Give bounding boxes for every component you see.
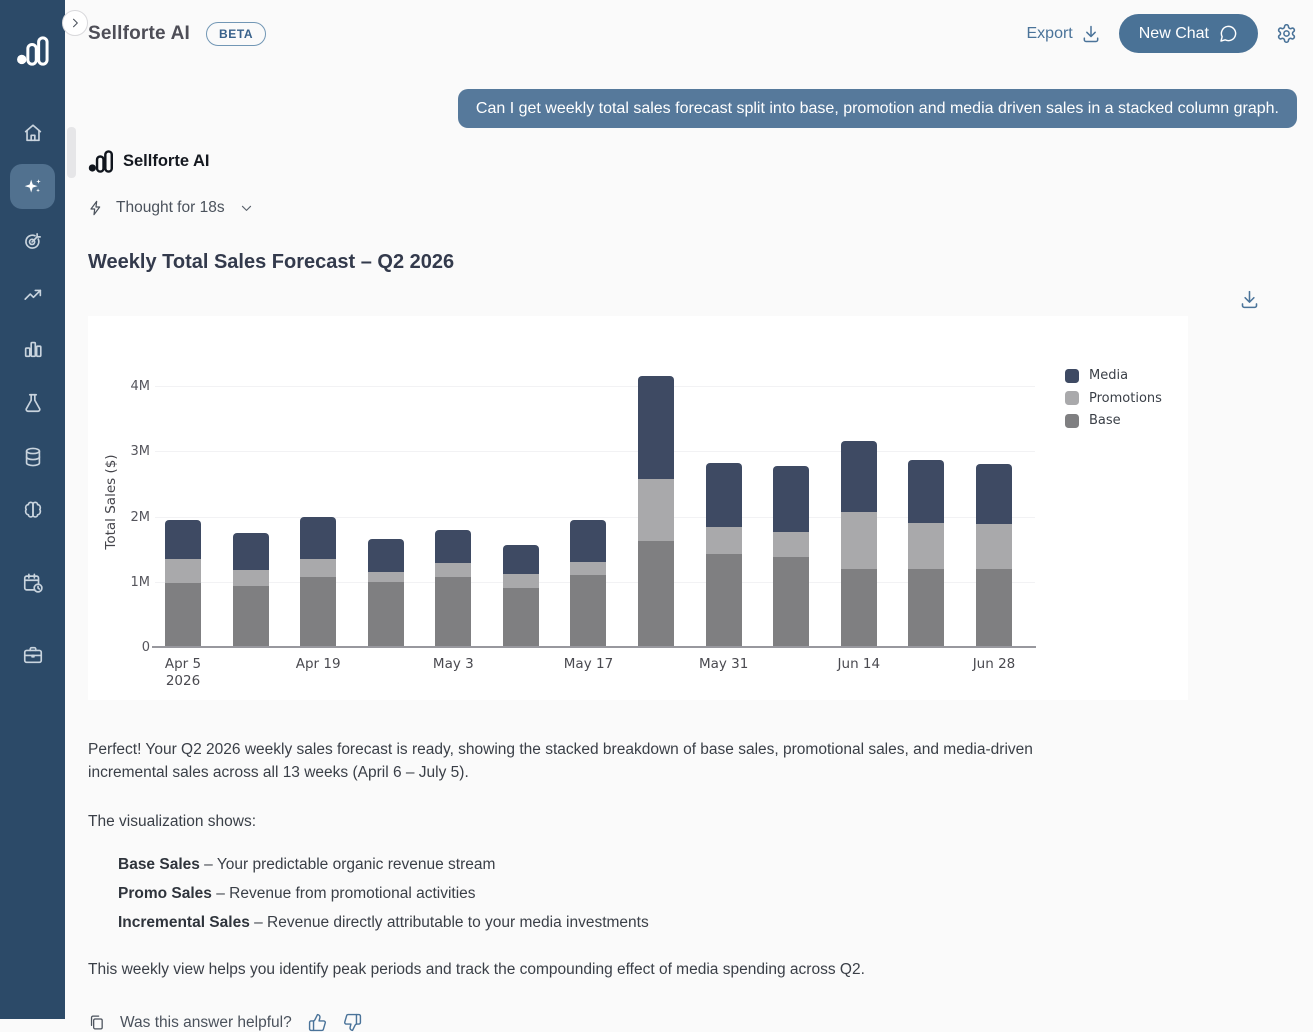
legend-label: Media xyxy=(1089,368,1129,383)
x-tick-label: Jun 28 xyxy=(972,656,1016,672)
database-icon xyxy=(22,446,44,468)
x-tick-label: Jun 14 xyxy=(837,656,881,672)
bar-chart-icon xyxy=(22,338,44,360)
sidebar-nav xyxy=(10,110,55,677)
user-message-bubble: Can I get weekly total sales forecast split into base, promotion and media driven sales in a stacked column graph. xyxy=(458,89,1297,128)
thought-toggle[interactable] xyxy=(88,199,1297,217)
copy-icon xyxy=(88,1014,105,1031)
stacked-bar xyxy=(368,539,404,647)
bullet-desc: – Revenue directly attributable to your media investments xyxy=(249,914,649,931)
bar-segment-promotions xyxy=(706,527,742,554)
legend-swatch-base xyxy=(1065,414,1079,428)
stacked-bar xyxy=(503,545,539,647)
bar-segment-promotions xyxy=(435,563,471,576)
paragraph-shows: The visualization shows: xyxy=(88,813,256,830)
user-message-row xyxy=(88,89,1297,128)
chart-legend xyxy=(1065,368,1162,436)
bullet-desc: – Your predictable organic revenue stream xyxy=(199,856,496,873)
bar-segment-base xyxy=(841,569,877,647)
target-arrow-icon xyxy=(22,230,44,252)
stacked-bar xyxy=(841,441,877,647)
x-tick-label: Apr 5 2026 xyxy=(164,656,202,689)
bar-segment-base xyxy=(435,577,471,648)
bar-segment-promotions xyxy=(841,512,877,569)
chat-bubble-icon xyxy=(1219,24,1238,43)
gear-icon xyxy=(1276,23,1297,44)
bar-segment-media xyxy=(435,530,471,564)
legend-label: Promotions xyxy=(1089,390,1162,406)
brain-icon xyxy=(22,500,44,522)
assistant-header xyxy=(88,150,1297,173)
bar-segment-media xyxy=(976,464,1012,525)
thought-label: Thought for 18s xyxy=(116,199,225,216)
bar-segment-base xyxy=(503,588,539,647)
bar-segment-promotions xyxy=(638,479,674,542)
stacked-bar xyxy=(233,533,269,647)
bar-segment-media xyxy=(503,545,539,574)
sidebar-item-goals[interactable] xyxy=(10,218,55,263)
flask-icon xyxy=(22,392,44,414)
sidebar-item-reports[interactable] xyxy=(10,326,55,371)
stacked-bar xyxy=(638,376,674,647)
bar-segment-promotions xyxy=(503,574,539,588)
main-content xyxy=(65,0,1313,1031)
bar-segment-promotions xyxy=(908,523,944,569)
bar-segment-base xyxy=(976,569,1012,647)
legend-label: Base xyxy=(1089,413,1121,429)
bullet-desc: – Revenue from promotional activities xyxy=(211,885,476,902)
settings-button[interactable] xyxy=(1276,23,1297,44)
bolt-icon xyxy=(88,200,104,216)
sidebar-item-home[interactable] xyxy=(10,110,55,155)
thumbs-down-icon xyxy=(343,1013,362,1032)
paragraph-outro: This weekly view helps you identify peak periods and track the compounding effect of media spending across Q2. xyxy=(88,961,865,978)
page-title: Sellforte AI xyxy=(88,22,190,44)
answer-heading: Weekly Total Sales Forecast – Q2 2026 xyxy=(88,251,455,273)
bar-segment-base xyxy=(773,557,809,647)
bar-segment-base xyxy=(368,582,404,647)
list-item xyxy=(118,885,1297,903)
bar-segment-base xyxy=(165,583,201,647)
sellforte-logo-icon-dark xyxy=(88,150,114,173)
bar-segment-base xyxy=(233,586,269,647)
sidebar-item-models[interactable] xyxy=(10,488,55,533)
stacked-bar xyxy=(570,520,606,647)
bar-segment-promotions xyxy=(976,524,1012,568)
bar-segment-media xyxy=(570,520,606,562)
chart-card xyxy=(88,316,1188,700)
bullet-list xyxy=(118,856,1297,932)
download-icon xyxy=(1081,24,1101,44)
new-chat-button[interactable] xyxy=(1119,14,1258,53)
stacked-bar xyxy=(908,460,944,647)
bullet-term: Incremental Sales xyxy=(118,914,250,931)
y-tick-label: 2M xyxy=(130,509,150,525)
y-tick-label: 0 xyxy=(141,640,150,655)
feedback-label: Was this answer helpful? xyxy=(120,1013,292,1031)
bar-segment-media xyxy=(908,460,944,523)
y-tick-label: 4M xyxy=(130,379,150,394)
bar-segment-promotions xyxy=(368,572,404,582)
assistant-name: Sellforte AI xyxy=(123,152,210,170)
bar-segment-media xyxy=(706,463,742,527)
bar-segment-media xyxy=(638,376,674,478)
legend-swatch-promotions xyxy=(1065,391,1079,405)
feedback-row xyxy=(88,1013,1297,1032)
sidebar-item-planner[interactable] xyxy=(10,560,55,605)
legend-row xyxy=(1065,413,1162,429)
bar-segment-media xyxy=(841,441,877,512)
stacked-bar xyxy=(165,520,201,647)
chevron-right-icon xyxy=(68,16,82,30)
bar-segment-base xyxy=(570,575,606,647)
export-button[interactable] xyxy=(1027,24,1101,44)
bar-segment-promotions xyxy=(165,559,201,583)
sparkles-icon xyxy=(22,176,44,198)
bar-segment-base xyxy=(706,554,742,647)
x-tick-label: Apr 19 xyxy=(295,656,341,672)
bar-segment-promotions xyxy=(570,562,606,575)
stacked-bar xyxy=(300,517,336,647)
thumbs-down-button[interactable] xyxy=(343,1013,362,1032)
bar-segment-promotions xyxy=(300,559,336,577)
sidebar xyxy=(0,0,65,1019)
sidebar-item-experiments[interactable] xyxy=(10,380,55,425)
x-tick-label: May 3 xyxy=(432,656,474,672)
y-axis-title: Total Sales ($) xyxy=(103,454,119,550)
chart-plot xyxy=(88,316,1188,700)
legend-swatch-media xyxy=(1065,369,1079,383)
bullet-term: Base Sales xyxy=(118,856,200,873)
sidebar-item-ai-chat[interactable] xyxy=(10,164,55,209)
bar-segment-media xyxy=(300,517,336,559)
chart-toolbar xyxy=(88,289,1260,310)
thumbs-up-icon xyxy=(308,1013,327,1032)
download-icon xyxy=(1239,289,1260,310)
sidebar-item-business[interactable] xyxy=(10,632,55,677)
y-gridline xyxy=(155,386,1035,387)
briefcase-icon xyxy=(22,644,44,666)
beta-badge: BETA xyxy=(206,22,266,46)
y-tick-label: 3M xyxy=(130,444,150,460)
stacked-bar xyxy=(435,530,471,647)
chevron-down-icon xyxy=(239,201,254,216)
x-axis-line xyxy=(152,646,1036,648)
bar-segment-base xyxy=(300,577,336,648)
panel-scroll-handle[interactable] xyxy=(67,127,76,178)
home-icon xyxy=(22,122,44,144)
stacked-bar xyxy=(773,466,809,647)
legend-row xyxy=(1065,391,1162,407)
bar-segment-promotions xyxy=(773,532,809,557)
topbar-actions xyxy=(1027,14,1298,53)
copy-button[interactable] xyxy=(88,1014,105,1031)
assistant-message xyxy=(65,150,1313,1032)
chart-download-button[interactable] xyxy=(1239,289,1260,310)
y-gridline xyxy=(155,451,1035,452)
new-chat-label: New Chat xyxy=(1138,24,1209,42)
bullet-term: Promo Sales xyxy=(118,885,212,902)
bar-segment-media xyxy=(165,520,201,559)
calendar-clock-icon xyxy=(22,572,44,594)
thumbs-up-button[interactable] xyxy=(308,1013,327,1032)
list-item xyxy=(118,856,1297,874)
bar-segment-media xyxy=(773,466,809,532)
x-tick-label: May 17 xyxy=(563,656,614,672)
stacked-bar xyxy=(706,463,742,647)
paragraph-intro: Perfect! Your Q2 2026 weekly sales forecast is ready, showing the stacked breakdown of base sales, promotional sales, and media-driven incremental sales across all 13 weeks (April 6 – July 5). xyxy=(88,741,1033,781)
stacked-bar xyxy=(976,464,1012,647)
sidebar-item-trends[interactable] xyxy=(10,272,55,317)
y-tick-label: 1M xyxy=(130,574,150,590)
sidebar-expand-button[interactable] xyxy=(62,10,88,36)
x-tick-label: May 31 xyxy=(698,656,749,672)
sidebar-item-data[interactable] xyxy=(10,434,55,479)
y-gridline xyxy=(155,517,1035,518)
bar-segment-base xyxy=(638,541,674,647)
export-label: Export xyxy=(1026,24,1073,42)
bar-segment-base xyxy=(908,569,944,647)
bar-segment-media xyxy=(368,539,404,572)
bar-segment-promotions xyxy=(233,570,269,586)
legend-row xyxy=(1065,368,1162,384)
trending-up-icon xyxy=(22,284,44,306)
sellforte-logo-icon xyxy=(16,36,50,66)
topbar xyxy=(65,0,1313,53)
bar-segment-media xyxy=(233,533,269,570)
list-item xyxy=(118,914,1297,932)
